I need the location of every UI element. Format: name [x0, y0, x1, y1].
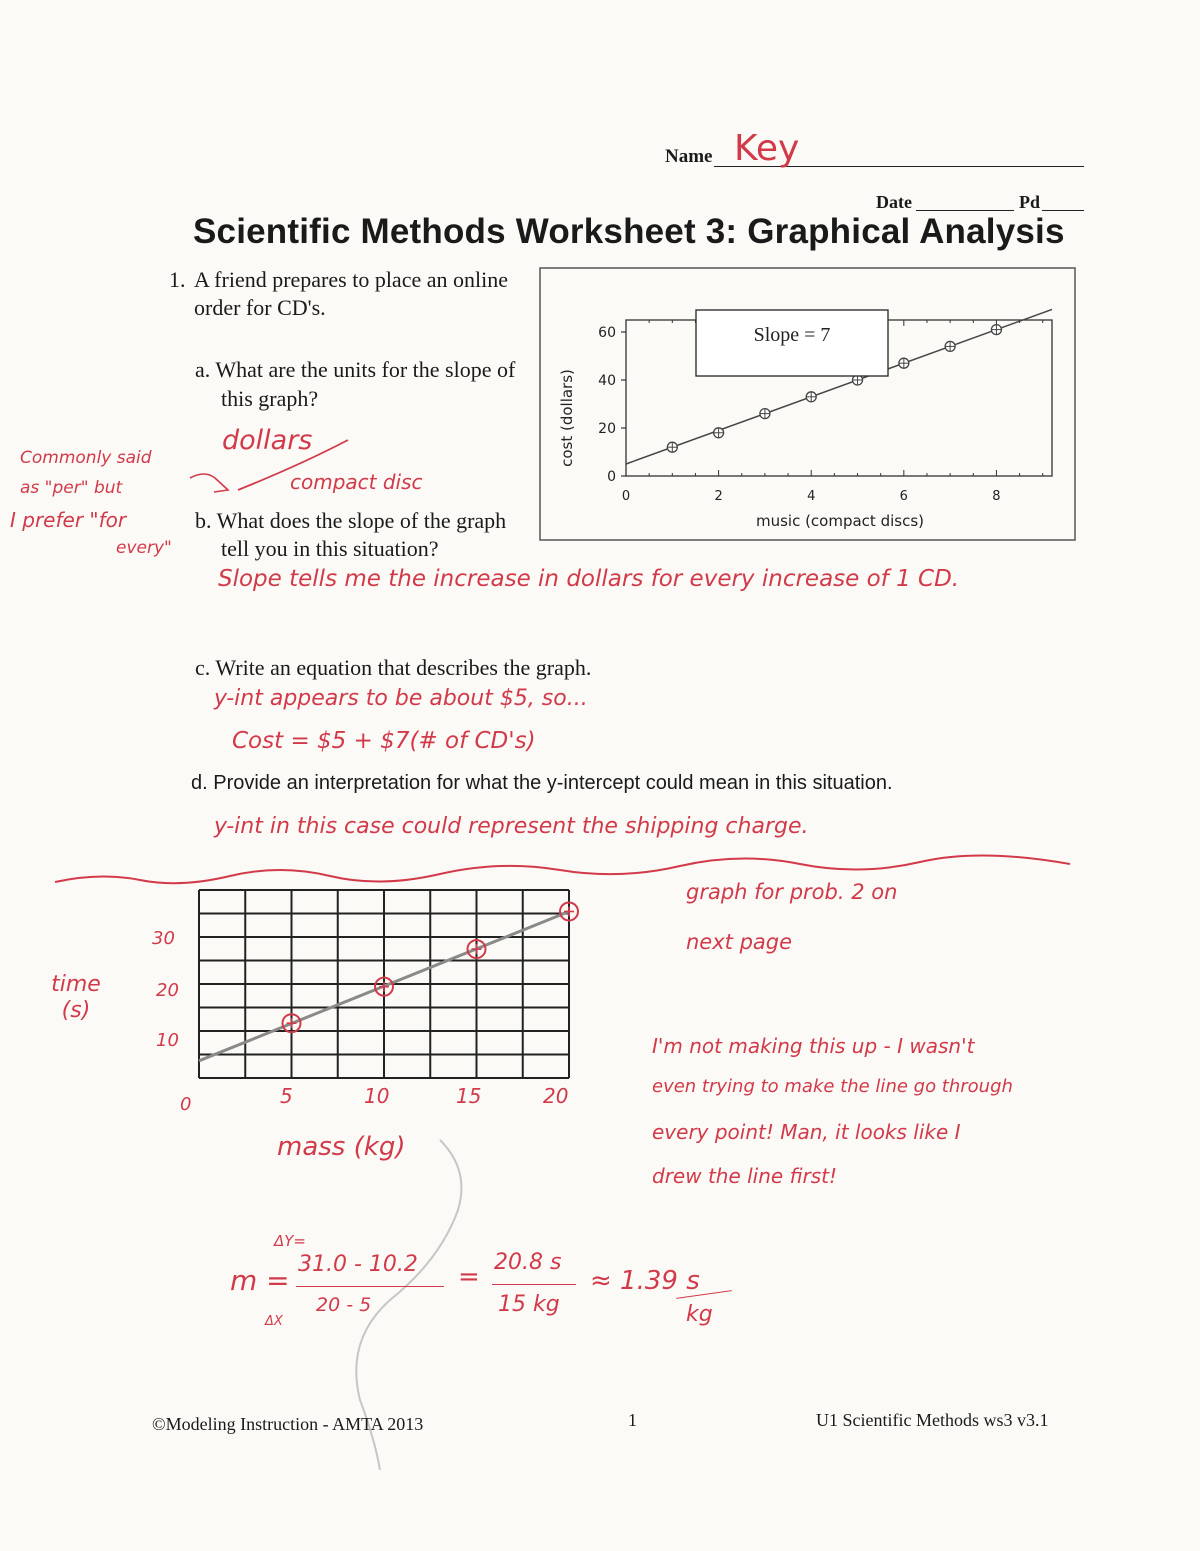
- chart2-x-axis-label: mass (kg): [277, 1132, 406, 1162]
- slope-annotation: Slope = 7: [753, 324, 831, 346]
- name-label: Name: [665, 146, 713, 167]
- chart1-x-tick-label: 6: [899, 489, 908, 504]
- chart2-xtick-10: 10: [364, 1084, 390, 1108]
- chart1-x-axis-label: music (compact discs): [755, 512, 925, 530]
- q1b-prompt-line2: tell you in this situation?: [221, 536, 439, 561]
- q1-prompt-line1: A friend prepares to place an online: [194, 267, 508, 292]
- chart1-y-tick-label: 0: [607, 469, 616, 485]
- calc-m: m =: [230, 1264, 290, 1297]
- chart1-x-tick-label: 4: [807, 489, 816, 504]
- q1d-answer: y-int in this case could represent the shipping charge.: [214, 814, 809, 839]
- q1b-answer: Slope tells me the increase in dollars for every increase of 1 CD.: [218, 566, 960, 592]
- q1c-answer-line2: Cost = $5 + $7(# of CD's): [232, 728, 536, 754]
- q1a-prompt-line2: this graph?: [221, 386, 319, 411]
- pd-label: Pd: [1019, 192, 1041, 212]
- side-note-line4: every": [116, 538, 172, 558]
- calc-dy: ΔY=: [274, 1232, 306, 1250]
- calc-den2: 15 kg: [498, 1292, 560, 1317]
- chart2-xtick-5: 5: [280, 1084, 293, 1108]
- q1d-prompt: d. Provide an interpretation for what the y-intercept could mean in this situation.: [191, 772, 893, 794]
- chart1-y-axis-label: cost (dollars): [558, 369, 576, 467]
- calc-dx: ΔX: [265, 1314, 283, 1329]
- chart2-xtick-20: 20: [543, 1084, 569, 1108]
- calc-fraction-bar1: [296, 1286, 444, 1287]
- side-note-line1: Commonly said: [20, 448, 152, 468]
- date-label: Date: [876, 192, 912, 212]
- calc-fraction-bar2: [492, 1284, 576, 1285]
- comment-line3: every point! Man, it looks like I: [652, 1120, 961, 1144]
- comment-line2: even trying to make the line go through: [652, 1076, 1013, 1097]
- chart2-xtick-15: 15: [456, 1084, 482, 1108]
- calc-denominator: 20 - 5: [316, 1294, 372, 1316]
- calc-unit: kg: [686, 1302, 713, 1327]
- mass-time-chart: [195, 886, 575, 1086]
- graph-note-line2: next page: [686, 930, 793, 954]
- q1a-prompt-line1: a. What are the units for the slope of: [195, 357, 516, 382]
- footer-page-number: 1: [628, 1410, 637, 1430]
- calc-equals: =: [458, 1262, 480, 1292]
- chart2-ytick-10: 10: [156, 1030, 179, 1051]
- q1c-answer-line1: y-int appears to be about $5, so...: [214, 686, 588, 711]
- worksheet-title: Scientific Methods Worksheet 3: Graphical Analysis: [193, 212, 1065, 251]
- calc-numerator: 31.0 - 10.2: [298, 1252, 418, 1277]
- calc-num2: 20.8 s: [494, 1250, 562, 1275]
- q1a-answer-bottom: compact disc: [290, 470, 423, 494]
- chart1-y-tick-label: 20: [598, 421, 616, 437]
- chart1-y-tick-label: 60: [598, 325, 616, 341]
- chart1-x-tick-label: 8: [992, 489, 1001, 504]
- comment-line4: drew the line first!: [652, 1164, 837, 1188]
- chart2-ytick-30: 30: [152, 928, 175, 949]
- comment-line1: I'm not making this up - I wasn't: [652, 1034, 975, 1058]
- side-note-line3: I prefer "for: [10, 508, 127, 532]
- footer-copyright: ©Modeling Instruction - AMTA 2013: [152, 1414, 424, 1434]
- chart1-x-tick-label: 0: [621, 489, 631, 504]
- chart2-y-axis-label: time (s): [51, 972, 101, 1023]
- chart2-ytick-20: 20: [156, 980, 179, 1001]
- graph-note-line1: graph for prob. 2 on: [686, 880, 898, 904]
- q1a-answer-top: dollars: [222, 425, 313, 456]
- calc-approx: ≈ 1.39 s: [590, 1266, 700, 1296]
- q1c-prompt: c. Write an equation that describes the graph.: [195, 655, 592, 680]
- chart1-x-tick-label: 2: [714, 489, 723, 504]
- q1-number: 1.: [169, 267, 186, 292]
- footer-version: U1 Scientific Methods ws3 v3.1: [816, 1410, 1049, 1430]
- side-note-line2: as "per" but: [20, 478, 123, 498]
- name-value: Key: [734, 128, 800, 169]
- chart1-y-tick-label: 40: [598, 373, 616, 389]
- chart2-xtick-0: 0: [180, 1094, 192, 1115]
- q1-prompt-line2: order for CD's.: [194, 295, 326, 320]
- q1b-prompt-line1: b. What does the slope of the graph: [195, 508, 507, 533]
